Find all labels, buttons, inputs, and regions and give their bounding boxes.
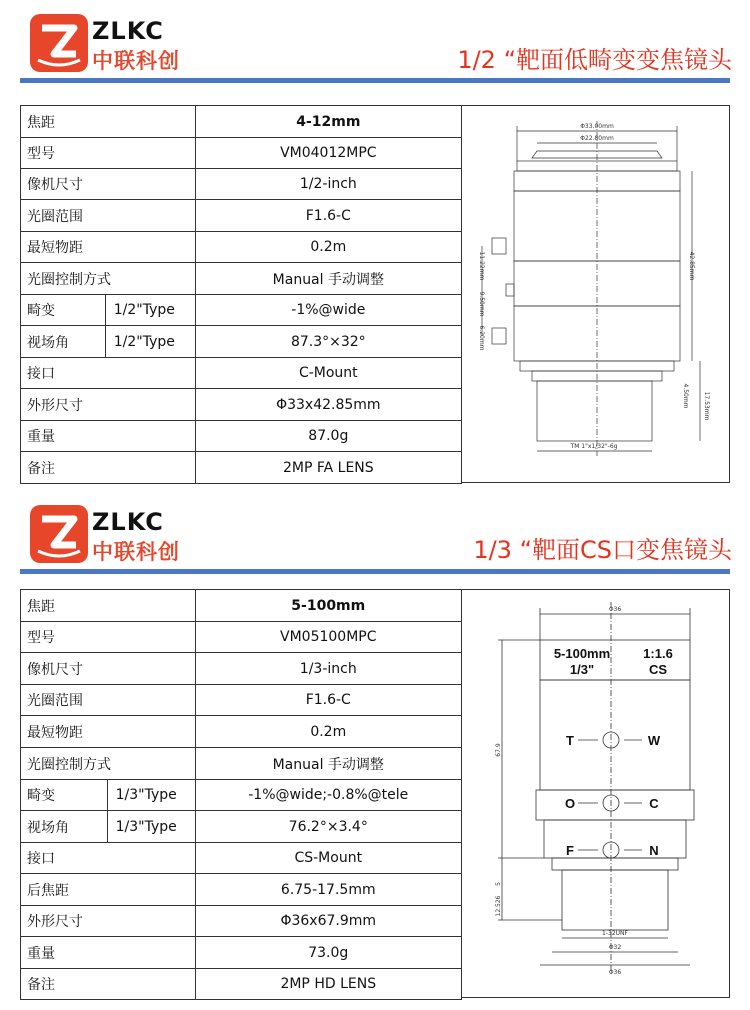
table-row — [21, 874, 462, 906]
dim-label: 外形尺寸 — [21, 389, 196, 421]
fov-value: 87.3°×32° — [195, 326, 461, 358]
dim-length: 67.9 — [495, 743, 502, 757]
iris-value: Manual 手动调整 — [195, 263, 461, 295]
table-row — [21, 811, 462, 843]
bfl-label: 后焦距 — [21, 874, 196, 906]
note-label: 备注 — [21, 969, 196, 1000]
section-title: 1/3 “靶面CS口变焦镜头 — [473, 536, 732, 564]
focal-value: 5-100mm — [195, 590, 461, 622]
aperture-value: F1.6-C — [195, 200, 461, 232]
fov-label: 视场角 — [21, 811, 108, 843]
mount-label: 接口 — [21, 843, 196, 874]
ring2-right: C — [649, 796, 659, 811]
weight-label: 重量 — [21, 421, 196, 452]
mount-value: C-Mount — [195, 358, 461, 389]
logo-mark-icon — [30, 14, 88, 72]
logo-mark-icon — [30, 505, 88, 563]
table-row — [21, 358, 462, 389]
sensor-value: 1/3-inch — [195, 653, 461, 685]
iris-label: 光圈控制方式 — [21, 748, 196, 780]
aperture-label: 光圈范围 — [21, 200, 196, 232]
mod-value: 0.2m — [195, 716, 461, 748]
table-row — [21, 295, 462, 326]
label-mount: CS — [648, 662, 668, 677]
title-divider — [20, 78, 730, 83]
fov-value: 76.2°×3.4° — [195, 811, 461, 843]
ring2-left: O — [564, 796, 576, 811]
weight-value: 73.0g — [195, 937, 461, 969]
focal-label: 焦距 — [21, 590, 196, 622]
table-row — [21, 685, 462, 716]
table-row — [21, 906, 462, 937]
dim-small: 5 — [495, 882, 502, 886]
model-label: 型号 — [21, 622, 196, 653]
table-row — [21, 389, 462, 421]
table-row — [21, 200, 462, 232]
table-row — [21, 263, 462, 295]
table-row — [21, 326, 462, 358]
lens-drawing-2 — [461, 589, 730, 998]
table-row — [21, 106, 462, 138]
dim-thread: 1-32UNF — [602, 930, 628, 937]
weight-value: 87.0g — [195, 421, 461, 452]
dim-32: Φ32 — [608, 944, 622, 951]
fov-label: 视场角 — [21, 326, 106, 358]
table-row — [21, 716, 462, 748]
spec-table — [20, 105, 462, 484]
dim-top-diameter: Φ36 — [608, 606, 622, 613]
sensor-value: 1/2-inch — [195, 169, 461, 200]
distortion-label: 畸变 — [21, 780, 108, 811]
title-divider — [20, 569, 730, 574]
aperture-label: 光圈范围 — [21, 685, 196, 716]
mod-label: 最短物距 — [21, 232, 196, 263]
sensor-label: 像机尺寸 — [21, 653, 196, 685]
brand-name-en: ZLKC — [92, 508, 164, 536]
dim-label: 外形尺寸 — [21, 906, 196, 937]
ring1-left: T — [566, 733, 574, 748]
brand-name-cn: 中联科创 — [92, 49, 180, 73]
distortion-value: -1%@wide;-0.8%@tele — [195, 780, 461, 811]
brand-name-cn: 中联科创 — [92, 540, 180, 564]
table-row — [21, 622, 462, 653]
section-title: 1/2 “靶面低畸变变焦镜头 — [457, 46, 732, 74]
table-row — [21, 138, 462, 169]
label-format: 1/3" — [569, 662, 595, 677]
table-row — [21, 421, 462, 452]
distortion-label: 畸变 — [21, 295, 106, 326]
table-row — [21, 748, 462, 780]
ring3-left: F — [566, 843, 574, 858]
spec-table — [20, 589, 462, 1000]
fov-type: 1/2"Type — [105, 326, 195, 358]
focal-label: 焦距 — [21, 106, 196, 138]
dim-d1: 11.22mm — [478, 251, 485, 281]
dim-bfl: 12.526 — [495, 895, 502, 917]
distortion-type: 1/2"Type — [105, 295, 195, 326]
dim-inner-diameter: Φ22.80mm — [580, 135, 614, 142]
iris-value: Manual 手动调整 — [195, 748, 461, 780]
ring1-right: W — [647, 733, 661, 748]
label-ratio: 1:1.6 — [643, 646, 673, 661]
table-row — [21, 780, 462, 811]
table-row — [21, 653, 462, 685]
product-section-2 — [0, 500, 750, 1005]
brand-name-en: ZLKC — [92, 17, 164, 45]
dim-thread: TM 1"x1/32"-6g — [570, 443, 618, 450]
table-row — [21, 969, 462, 1000]
bfl-value: 6.75-17.5mm — [195, 874, 461, 906]
brand-logo — [30, 14, 180, 74]
ring3-right: N — [649, 843, 659, 858]
table-row — [21, 937, 462, 969]
mount-label: 接口 — [21, 358, 196, 389]
mount-value: CS-Mount — [195, 843, 461, 874]
dim-d5: 4.50mm — [682, 383, 689, 409]
table-row — [21, 590, 462, 622]
label-zoom: 5-100mm — [553, 646, 611, 661]
dim-d3: 6.20mm — [478, 325, 485, 351]
iris-label: 光圈控制方式 — [21, 263, 196, 295]
distortion-type: 1/3"Type — [107, 780, 195, 811]
dim-value: Φ36x67.9mm — [195, 906, 461, 937]
dim-d4: 17.53mm — [703, 391, 710, 421]
dim-length: 42.85mm — [688, 251, 695, 281]
brand-logo — [30, 505, 180, 565]
aperture-value: F1.6-C — [195, 685, 461, 716]
table-row — [21, 843, 462, 874]
product-section-1 — [0, 0, 750, 485]
table-row — [21, 452, 462, 484]
note-value: 2MP HD LENS — [195, 969, 461, 1000]
model-value: VM04012MPC — [195, 138, 461, 169]
dim-d2: 9.50mm — [478, 291, 485, 317]
weight-label: 重量 — [21, 937, 196, 969]
dim-bottom-diameter: Φ36 — [608, 969, 622, 976]
model-label: 型号 — [21, 138, 196, 169]
dim-value: Φ33x42.85mm — [195, 389, 461, 421]
note-label: 备注 — [21, 452, 196, 484]
focal-value: 4-12mm — [195, 106, 461, 138]
table-row — [21, 232, 462, 263]
mod-value: 0.2m — [195, 232, 461, 263]
distortion-value: -1%@wide — [195, 295, 461, 326]
sensor-label: 像机尺寸 — [21, 169, 196, 200]
dim-outer-diameter: Φ33.00mm — [580, 123, 614, 130]
mod-label: 最短物距 — [21, 716, 196, 748]
model-value: VM05100MPC — [195, 622, 461, 653]
note-value: 2MP FA LENS — [195, 452, 461, 484]
lens-drawing-1 — [461, 105, 730, 483]
fov-type: 1/3"Type — [107, 811, 195, 843]
table-row — [21, 169, 462, 200]
